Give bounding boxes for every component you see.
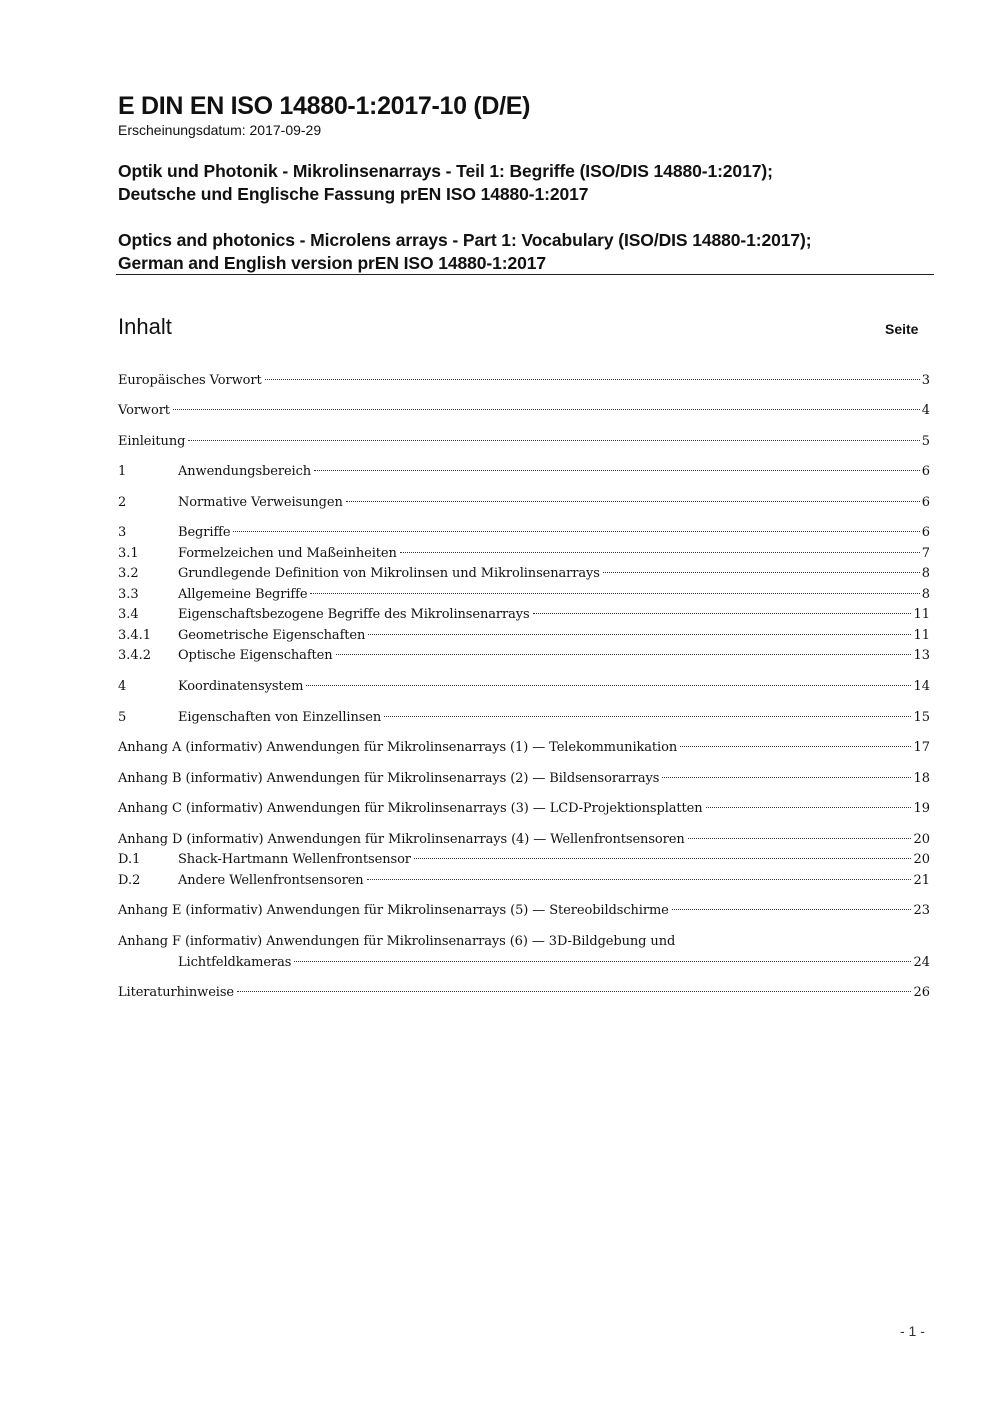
toc-entry-anhang-f-continued[interactable] [178,952,930,974]
toc-leader-dots [314,470,920,471]
publication-date: Erscheinungsdatum: 2017-09-29 [118,122,322,138]
toc-entry-page: 18 [913,771,930,786]
toc-entry-d-1[interactable] [118,849,930,871]
toc-leader-dots [368,634,911,635]
toc-leader-dots [384,716,911,717]
toc-entry-vorwort[interactable] [118,400,930,422]
toc-entry-page: 20 [913,832,930,847]
toc-entry-einleitung[interactable] [118,431,930,453]
toc-leader-dots [188,440,919,441]
toc-entry-2[interactable] [118,492,930,514]
toc-entry-title: Europäisches Vorwort [118,373,262,388]
toc-entry-number: 3.4.1 [118,628,152,643]
toc-entry-anhang-b[interactable] [118,768,930,790]
toc-entry-5[interactable] [118,707,930,729]
title-german-line-1: Optik und Photonik - Mikrolinsenarrays - Teil 1: Begriffe (ISO/DIS 14880-1:2017); [118,161,773,181]
toc-entry-number: 4 [118,679,127,694]
title-german [118,160,773,206]
title-english-line-1: Optics and photonics - Microlens arrays - Part 1: Vocabulary (ISO/DIS 14880-1:2017); [118,230,812,250]
toc-entry-page: 5 [921,434,930,449]
toc-leader-dots [662,777,911,778]
title-german-line-2: Deutsche und Englische Fassung prEN ISO 14880-1:2017 [118,184,589,204]
toc-entry-3-3[interactable] [118,584,930,606]
toc-entry-title: Optische Eigenschaften [178,648,333,663]
toc-leader-dots [306,685,911,686]
toc-page-column-label: Seite [885,321,919,337]
toc-entry-page: 19 [913,801,930,816]
header-divider [116,274,934,275]
toc-leader-dots [294,961,911,962]
toc-entry-page: 11 [913,628,930,643]
toc-leader-dots [336,654,912,655]
toc-leader-dots [706,807,912,808]
toc-entry-3-2[interactable] [118,563,930,585]
toc-entry-title: Eigenschaftsbezogene Begriffe des Mikrolinsenarrays [178,607,530,622]
toc-entry-3[interactable] [118,522,930,544]
toc-leader-dots [680,746,911,747]
toc-entry-title: Anhang C (informativ) Anwendungen für Mikrolinsenarrays (3) — LCD-Projektionsplatten [118,801,703,816]
toc-entry-title: Koordinatensystem [178,679,304,694]
toc-entry-page: 15 [913,710,930,725]
toc-entry-page: 6 [921,464,930,479]
toc-entry-title: Shack-Hartmann Wellenfrontsensor [178,852,411,867]
toc-entry-anhang-a[interactable] [118,737,930,759]
toc-entry-title: Anhang D (informativ) Anwendungen für Mikrolinsenarrays (4) — Wellenfrontsensoren [118,832,685,847]
toc-entry-page: 17 [913,740,930,755]
toc-entry-title: Literaturhinweise [118,985,235,1000]
toc-entry-title: Formelzeichen und Maßeinheiten [178,546,397,561]
toc-leader-dots [346,501,920,502]
toc-entry-4[interactable] [118,676,930,698]
toc-entry-title: Einleitung [118,434,186,449]
toc-entry-anhang-f[interactable] [118,931,930,953]
toc-entry-d-2[interactable] [118,870,930,892]
toc-entry-page: 8 [921,587,930,602]
toc-entry-number: 1 [118,464,127,479]
toc-entry-page: 6 [921,495,930,510]
toc-entry-title: Lichtfeldkameras [178,955,292,970]
toc-entry-page: 14 [913,679,930,694]
toc-entry-page: 8 [921,566,930,581]
toc-entry-number: 5 [118,710,127,725]
toc-entry-anhang-c[interactable] [118,798,930,820]
toc-entry-title: Begriffe [178,525,231,540]
toc-entry-number: 3.1 [118,546,139,561]
toc-entry-literaturhinweise[interactable] [118,982,930,1004]
toc-entry-page: 21 [913,873,930,888]
toc-leader-dots [367,879,912,880]
toc-entry-title: Allgemeine Begriffe [178,587,308,602]
toc-entry-title: Anhang B (informativ) Anwendungen für Mikrolinsenarrays (2) — Bildsensorarrays [118,771,660,786]
toc-entry-page: 4 [921,403,930,418]
toc-entry-3-1[interactable] [118,543,930,565]
toc-entry-title: Anhang F (informativ) Anwendungen für Mikrolinsenarrays (6) — 3D-Bildgebung und [118,934,676,949]
toc-entry-page: 7 [921,546,930,561]
toc-entry-page: 11 [913,607,930,622]
page-number: - 1 - [900,1323,925,1339]
toc-entry-title: Grundlegende Definition von Mikrolinsen und Mikrolinsenarrays [178,566,600,581]
toc-entry-number: D.2 [118,873,141,888]
toc-entry-page: 13 [913,648,930,663]
title-english-line-2: German and English version prEN ISO 14880-1:2017 [118,253,547,273]
toc-entry-1[interactable] [118,461,930,483]
toc-leader-dots [688,838,912,839]
toc-leader-dots [237,991,911,992]
toc-entry-title: Anhang E (informativ) Anwendungen für Mikrolinsenarrays (5) — Stereobildschirme [118,903,669,918]
toc-entry-number: 3.4 [118,607,139,622]
toc-entry-europaeisches-vorwort[interactable] [118,370,930,392]
toc-leader-dots [400,552,920,553]
toc-entry-anhang-e[interactable] [118,900,930,922]
toc-entry-page: 26 [913,985,930,1000]
toc-leader-dots [672,909,912,910]
toc-entry-3-4[interactable] [118,604,930,626]
toc-leader-dots [533,613,912,614]
toc-leader-dots [414,858,912,859]
toc-entry-page: 6 [921,525,930,540]
toc-entry-title: Eigenschaften von Einzellinsen [178,710,382,725]
toc-leader-dots [233,531,919,532]
toc-entry-title: Anwendungsbereich [178,464,312,479]
toc-entry-number: D.1 [118,852,141,867]
toc-entry-title: Andere Wellenfrontsensoren [178,873,364,888]
toc-entry-page: 3 [921,373,930,388]
document-id: E DIN EN ISO 14880-1:2017-10 (D/E) [118,92,531,120]
toc-entry-title: Vorwort [118,403,170,418]
title-english [118,229,811,275]
toc-entry-title: Geometrische Eigenschaften [178,628,366,643]
toc-heading: Inhalt [118,314,172,339]
toc-leader-dots [265,379,920,380]
toc-entry-page: 20 [913,852,930,867]
toc-entry-number: 2 [118,495,127,510]
toc-leader-dots [173,409,920,410]
toc-leader-dots [310,593,919,594]
toc-entry-page: 24 [913,955,930,970]
toc-entry-3-4-1[interactable] [118,625,930,647]
toc-entry-number: 3 [118,525,127,540]
toc-leader-dots [603,572,920,573]
toc-entry-3-4-2[interactable] [118,645,930,667]
toc-entry-number: 3.4.2 [118,648,152,663]
toc-entry-title: Normative Verweisungen [178,495,343,510]
toc-entry-page: 23 [913,903,930,918]
toc-entry-anhang-d[interactable] [118,829,930,851]
toc-entry-number: 3.3 [118,587,139,602]
toc-entry-title: Anhang A (informativ) Anwendungen für Mikrolinsenarrays (1) — Telekommunikation [118,740,678,755]
toc-entry-number: 3.2 [118,566,139,581]
